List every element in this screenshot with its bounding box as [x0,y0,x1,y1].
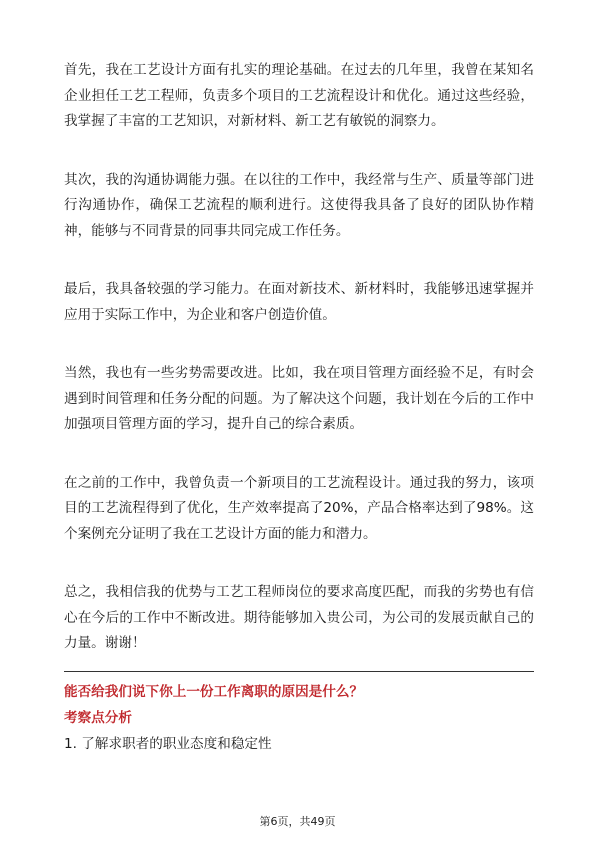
analysis-heading: 考察点分析 [64,709,132,726]
paragraph-conclusion: 总之，我相信我的优势与工艺工程师岗位的要求高度匹配，而我的劣势也有信心在今后的工作中不断改进。期待能够加入贵公司，为公司的发展贡献自己的力量。谢谢！ [64,584,534,651]
paragraph-strengths-learning: 最后，我具备较强的学习能力。在面对新技术、新材料时，我能够迅速掌握并应用于实际工作中，为企业和客户创造价值。 [64,281,534,323]
analysis-item: 1. 了解求职者的职业态度和稳定性 [64,735,272,752]
paragraph-weaknesses: 当然，我也有一些劣势需要改进。比如，我在项目管理方面经验不足，有时会遇到时间管理和任务分配的问题。为了解决这个问题，我计划在今后的工作中加强项目管理方面的学习，提升自己的综合素质。 [64,365,534,432]
paragraph-strengths-communication: 其次，我的沟通协调能力强。在以往的工作中，我经常与生产、质量等部门进行沟通协作，确保工艺流程的顺利进行。这使得我具备了良好的团队协作精神，能够与不同背景的同事共同完成工作任务。 [64,171,534,239]
page-number: 第6页，共49页 [259,815,336,828]
interview-question: 能否给我们说下你上一份工作离职的原因是什么？ [64,683,364,700]
paragraph-case-example: 在之前的工作中，我曾负责一个新项目的工艺流程设计。通过我的努力，该项目的工艺流程得到了优化，生产效率提高了20%，产品合格率达到了98%。这个案例充分证明了我在工艺设计方面的能力和潜力。 [64,474,534,542]
document-content [64,58,534,754]
paragraph-strengths-theory: 首先，我在工艺设计方面有扎实的理论基础。在过去的几年里，我曾在某知名企业担任工艺工程师，负责多个项目的工艺流程设计和优化。通过这些经验，我掌握了丰富的工艺知识，对新材料、新工艺有敏锐的洞察力。 [64,62,534,129]
section-divider [64,671,534,672]
